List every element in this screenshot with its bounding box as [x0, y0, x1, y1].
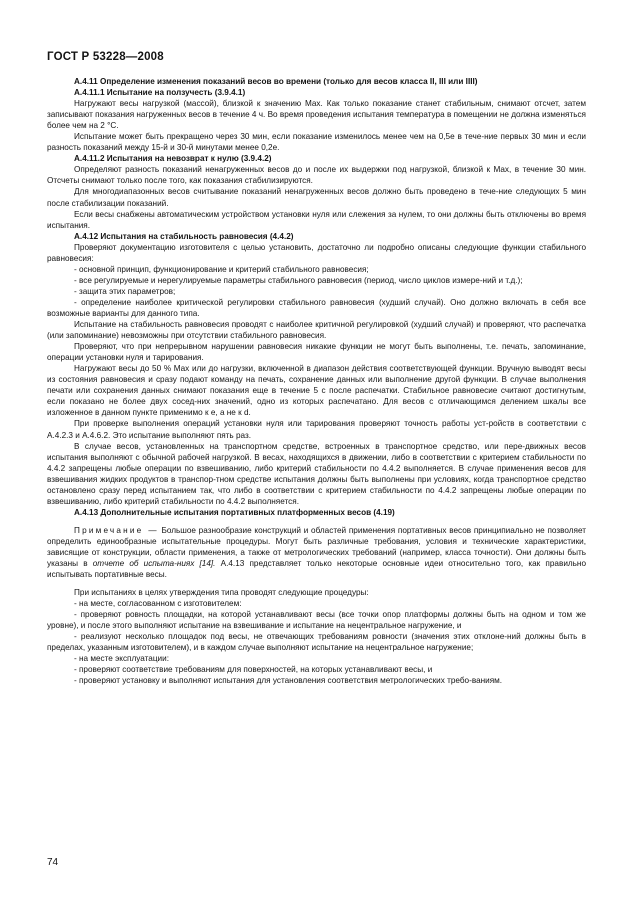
paragraph: При испытаниях в целях утверждения типа проводят следующие процедуры:	[74, 588, 369, 598]
list-item: - основной принцип, функционирование и критерий стабильного равновесия;	[74, 264, 369, 274]
page-number: 74	[47, 857, 59, 868]
paragraph: При проверке выполнения операций установки нуля или тарирования проверяют точность работы уст-ройств в соответствии с А.4.2.3 и А.4.6.2. Это испытание выполняют пять раз.	[47, 419, 586, 440]
note-text: Большое разнообразие конструкций и областей применения портативных весов принципиально не позволяет определить единообразные испытательные процедуры. Могут быть различные требования, условия и технические характеристики, зависящие от конструкции, области применения, а также от метрологических требований (например, класса точности). Они должны быть указаны в	[47, 525, 586, 569]
paragraph: Проверяют документацию изготовителя с целью установить, достаточно ли подробно описаны следующие функции стабильного равновесия:	[47, 242, 586, 263]
list-item: - реализуют несколько площадок под весы, не отвечающих требованиям ровности (значения этих отклоне-ний должны быть в пределах, указанным изготовителем), и в каждом случае выполняют испытание на нецентральное нагружение;	[47, 632, 586, 653]
note-reference: отчете об испыта-ниях [14].	[92, 559, 216, 569]
paragraph: В случае весов, установленных на транспортном средстве, встроенных в транспортное средство, или пере-движных весов испытания выполняют с обычной рабочей нагрузкой. В весах, находящихся в движении, либо в соответствии с критерием стабильности по 4.4.2 запрещены любые операции по взвешиванию, либо критерий стабильности по 4.4.2 выполняется. В случае применения весов для взвешивания жидких продуктов в транспор-тном средстве испытания должны быть выполнены при условиях, когда транспортное средство остановлено сразу перед испытанием так, что либо в соответствии с критерием стабильности по 4.4.2 запрещены любые операции по взвешиванию, либо критерий стабильности по 4.4.2 выполняется.	[47, 441, 586, 506]
section-a-4-11-title: А.4.11 Определение изменения показаний весов во времени (только для весов класса II, III или IIII)	[74, 77, 478, 86]
paragraph: Определяют разность показаний ненагруженных весов до и после их выдержки под нагрузкой, близкой к Max, в течение 30 мин. Отсчеты снимают только после того, как показания стабилизируются.	[47, 165, 586, 186]
paragraph: Для многодиапазонных весов считывание показаний ненагруженных весов должно быть проведено в тече-ние следующих 5 мин после стабилизации показаний.	[47, 187, 586, 208]
list-item: - определение наиболее критической регулировки стабильного равновесия (худший случай). Оно должно включать в себя все возможные варианты для данного типа.	[47, 297, 586, 318]
section-a-4-12-title: А.4.12 Испытания на стабильность равновесия (4.4.2)	[74, 231, 294, 241]
list-item: - проверяют установку и выполняют испытания для установления соответствия метрологических требо-ваниям.	[74, 676, 503, 686]
list-item: - на месте эксплуатации:	[74, 654, 169, 664]
document-body	[47, 76, 586, 687]
note	[47, 525, 586, 580]
list-item: - проверяют ровность площадки, на которой устанавливают весы (все точки опор платформы должны быть на одном и том же уровне), и после этого выполняют испытание на взвешивание и испытание на нецентральное нагружение, и	[47, 610, 586, 631]
section-a-4-13-title: А.4.13 Дополнительные испытания портативных платформенных весов (4.19)	[74, 507, 395, 517]
list-item: - защита этих параметров;	[74, 286, 176, 296]
document-header: ГОСТ Р 53228—2008	[47, 51, 164, 63]
paragraph: Испытание может быть прекращено через 30 мин, если показание изменилось менее чем на 0,5e в тече-ние первых 30 мин и если разность показаний между 15-й и 30-й минутами менее 0,2e.	[47, 132, 586, 153]
paragraph: Проверяют, что при непрерывном нарушении равновесия никакие функции не могут быть выполнены, т.е. печать, запоминание, операции установки нуля и тарирования.	[47, 342, 586, 363]
list-item: - проверяют соответствие требованиям для поверхностей, на которых устанавливают весы, и	[74, 665, 433, 675]
paragraph: Если весы снабжены автоматическим устройством установки нуля или слежения за нулем, то они должны быть отключены во время испытания.	[47, 209, 586, 230]
note-label: Примечание —	[74, 525, 159, 535]
note-text-end: А.4.13 представляет только некоторые основные идеи относительно того, как правильно испытывать портативные весы.	[47, 559, 587, 580]
paragraph: Нагружают весы до 50 % Max или до нагрузки, включенной в диапазон действия соответствующей функции. Вручную выводят весы из состояния равновесия и сразу подают команду на печать, сохранение данных или выполнение другой функции. В случае выполнения печати или сохранения данных снимают показания еще в течение 5 с после распечатки. Стабильное равновесие считают достигнутым, если показано не более двух сосед-них значений, одно из которых распечатано. Для весов с отличающимся делением шкалы все изложенное в данном пункте применимо к e, а не к d.	[47, 364, 586, 418]
paragraph: Нагружают весы нагрузкой (массой), близкой к значению Max. Как только показание станет стабильным, снимают отсчет, затем записывают показания нагруженных весов в течение 4 ч. Во время проведения испытания температура в помещении не должна изменяться более чем на 2 °С.	[47, 99, 586, 131]
section-a-4-11-2-title: А.4.11.2 Испытания на невозврат к нулю (3.9.4.2)	[74, 154, 272, 164]
paragraph: Испытание на стабильность равновесия проводят с наиболее критичной регулировкой (худший случай) и проверяют, что распечатка (или запоминание) невозможны при отсутствии стабильного равновесия.	[47, 320, 586, 341]
list-item: - все регулируемые и нерегулируемые параметры стабильного равновесия (период, число циклов измере-ний и т.д.);	[74, 275, 523, 285]
list-item: - на месте, согласованном с изготовителем:	[74, 599, 242, 609]
section-a-4-11-1-title: А.4.11.1 Испытание на ползучесть (3.9.4.1)	[74, 88, 246, 98]
